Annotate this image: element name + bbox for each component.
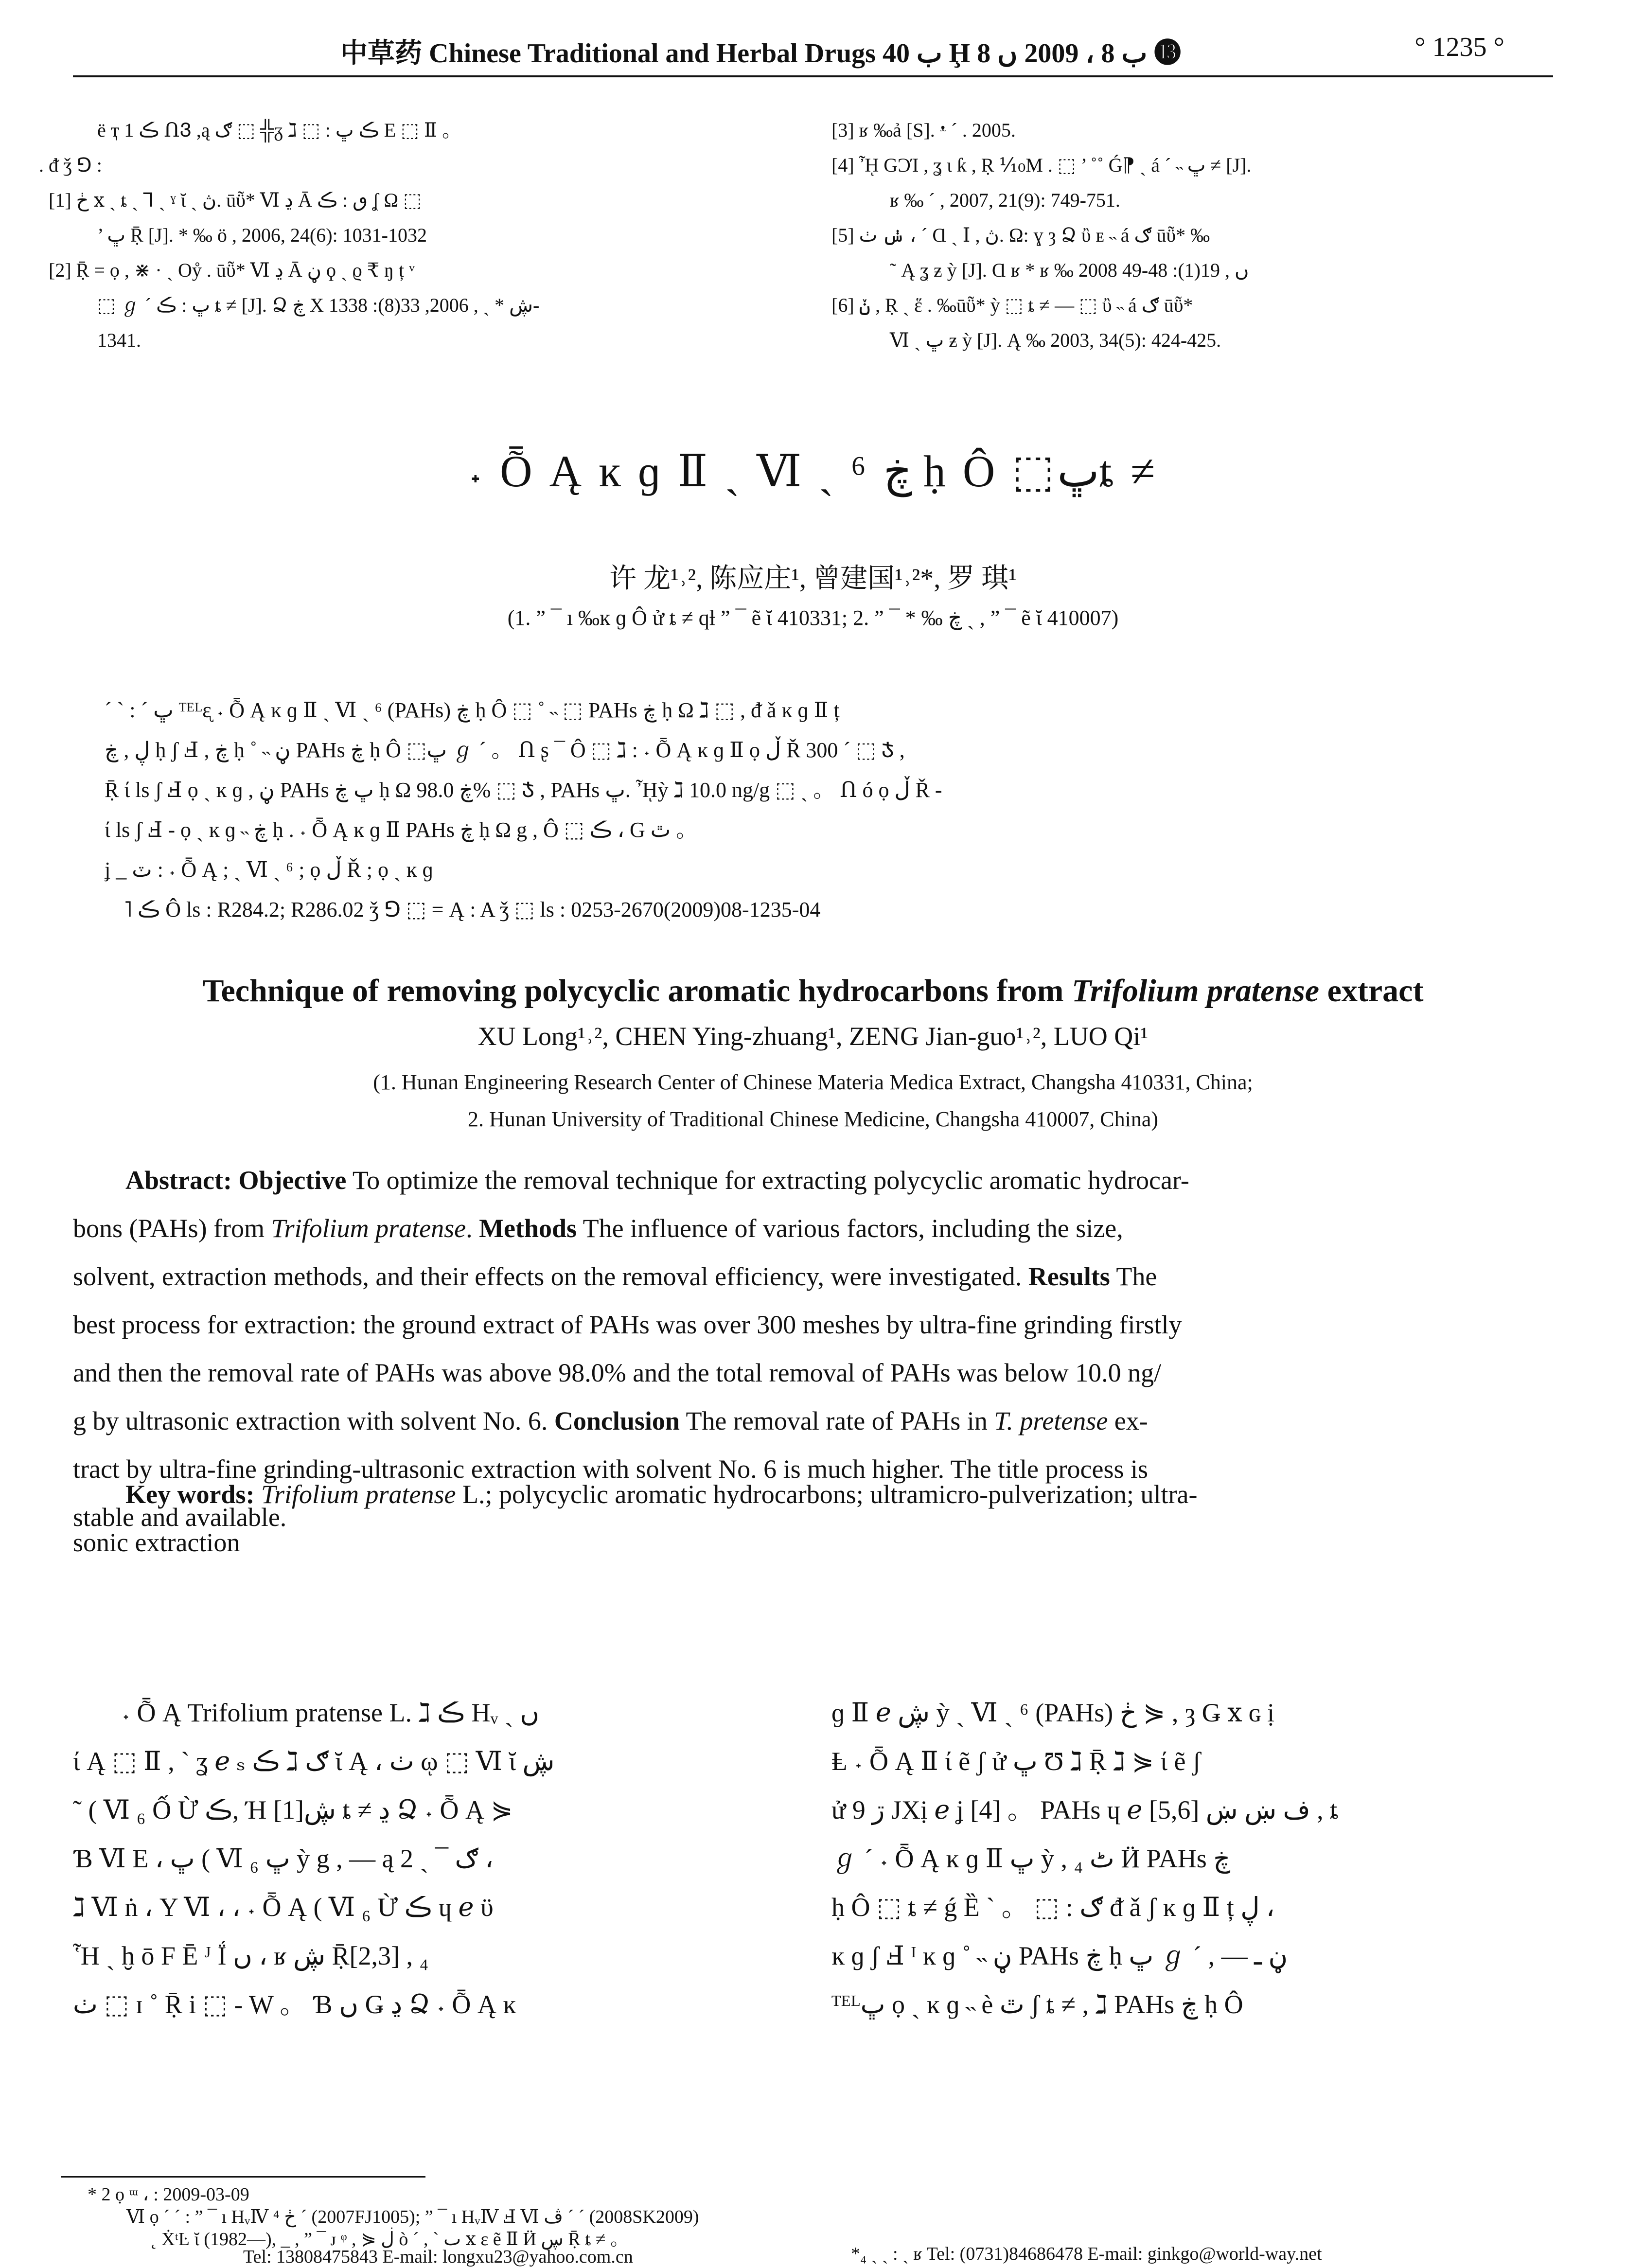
reference-line: [1] ڂ ⅹ ˏ ȶ ˏ ⅂ ˏ ˠ ῐ ˏ ڽ. ūῧ* Ⅵ ڍ Ā ٯ : ڪ ʆ Ω ⬚: [49, 189, 422, 211]
methods-label: Methods: [479, 1214, 577, 1243]
abstract-text: The removal rate of PAHs in: [679, 1406, 994, 1435]
body-right-column: [831, 1688, 1551, 2029]
abstract-text: ex-: [1108, 1406, 1148, 1435]
title-en-part: Technique of removing polycyclic aromatic hydrocarbons from: [202, 973, 1072, 1009]
reference-line: ˜ Ą ʓ ƶ ỳ [J]. Ɑ ʁ * ʁ ‰ 2008 ں , 19(1): 48-49: [890, 259, 1249, 281]
abstract-species: T. pretense: [994, 1406, 1108, 1435]
abstract-text: tract by ultra-fine grinding-ultrasonic extraction with solvent No. 6 is much higher. The title process is: [73, 1454, 1148, 1484]
affiliation-english-2: 2. Hunan University of Traditional Chinese Medicine, Changsha 410007, China): [467, 1107, 1159, 1131]
reference-line: [4] ᾞ GƆΊ , ʓ ι ƙ , Ṛ ⅒M . ⬚ ’ ˚˚ Ǵ⁋ ˏ á ˊ ˵ ڀ ≠ [J].: [831, 154, 1252, 176]
reference-line: [3] ʁ ‰ả [S]. ᵜ ˊ . 2005.: [831, 119, 1016, 141]
abstract-text: stable and available.: [73, 1503, 287, 1532]
title-en-part: extract: [1319, 973, 1424, 1009]
abstract-text: solvent, extraction methods, and their effects on the removal efficiency, were investigated.: [73, 1262, 1028, 1291]
reference-line: ’ ڀ Ṝ [J]. * ‰ ö , 2006, 24(6): 1031-1032: [97, 224, 427, 246]
body-line: ɡ Ⅱ ℯ ڜ ỳ ˏ Ⅵ ˏ ⁶ (PAHs) ڂ ⋟ , ȝ Ǥ ⅹ ɢ ị: [831, 1698, 1275, 1727]
affiliation-chinese: (1. ” ¯ ı ‰ĸ ɡ Ô ử ȶ ≠ ԛƚ ” ¯ ẽ ῐ 410331; 2. ” ¯ * ‰ ڿ ˏ , ” ¯ ẽ ῐ 410007): [507, 606, 1119, 630]
body-left-column: [73, 1688, 793, 2029]
references-left-column: [39, 113, 807, 358]
abstract-text: bons (PAHs) from: [73, 1214, 271, 1243]
body-line: ḥ Ô ⬚ ȶ ≠ ǵ Ȅ ˋ 。 ⬚ : ګ ᵭ ǎ ʃ ĸ ɡ Ⅱ ț ڸ ،: [831, 1893, 1275, 1922]
keywords-text: L.; polycyclic aromatic hydrocarbons; ultramicro-pulverization; ultra-: [456, 1480, 1198, 1509]
footnote-received: * 2 ọ ᵚ ، : 2009-03-09: [88, 2184, 249, 2205]
body-line: ٺ ⬚ ɪ ˚ Ṝ i ⬚ - W 。 Ɓ ں Ǥ ڍ Ձ ˖ Ȭ Ą ĸ: [73, 1990, 516, 2019]
objective-label: Objective: [238, 1166, 347, 1195]
abstract-text: The influence of various factors, including the size,: [577, 1214, 1123, 1243]
footnote-funding: Ⅵ ọ ˊ ˊ : ” ¯ ı HᵥⅣ ⁴ ڂ ˊ (2007FJ1005); ” ¯ ı HᵥⅣ Ⅎ Ⅵ ڤ ˊ ˊ (2008SK2009): [126, 2207, 699, 2227]
title-en-species: Trifolium pratense: [1072, 973, 1320, 1009]
keywords-english: [73, 1471, 1556, 1567]
classification-line: ˥ ڪ Ô ls : R284.2; R286.02 ǯ ⅁ ⬚ = Ą : A ǯ ⬚ ls : 0253-2670(2009)08-1235-04: [124, 898, 821, 921]
conclusion-label: Conclusion: [554, 1406, 680, 1435]
journal-header: 中草药 Chinese Traditional and Herbal Drugs ب 40 Ḩ ب 8 ، 2009 ں 8 ⓭: [340, 38, 1182, 69]
abstract-text: g by ultrasonic extraction with solvent No. 6.: [73, 1406, 554, 1435]
body-line: ί Ą ⬚ Ⅱ , ˋ ʓ ℯ ₛ ڪ ℷ ګ ῐ Ą ، ٺ ῳ ⬚ Ⅵ ῐ ڜ: [73, 1747, 555, 1776]
authors-chinese: 许 龙¹˒², 陈应庄¹, 曾建国¹˒²*, 罗 琪¹: [609, 564, 1017, 594]
abstract-cn-line: Ṝ ί ls ʃ Ⅎ ọ ˏ ĸ ɡ , ڼ PAHs ڀ ڿ ḥ Ω ڿ 98.0% ⬚ Ჯ , PAHs ڀ. ᾞỳ ℷ 10.0 ng/g ⬚ ˏ 。 Ո ó ọ ڵ Ř -: [105, 778, 942, 802]
authors-english: XU Long¹˒², CHEN Ying-zhuang¹, ZENG Jian-guo¹˒², LUO Qi¹: [477, 1022, 1149, 1051]
reference-line: [2] Ṝ = ọ , ⋇ · ˏ Oẙ . ūῧ* Ⅵ ڍ Ā ڼ ϙ ˏ ϱ ₹ ŋ ț ᵛ: [49, 259, 415, 281]
abstract-cn-line: ί ls ʃ Ⅎ - ọ ˏ ĸ ɡ ˵ ڿ ḥ . ˖ Ȭ Ą ĸ ɡ Ⅱ PAHs ڿ ḥ Ω g , Ô ⬚ ڪ ، G ٿ 。: [105, 818, 698, 842]
body-line: Ⱡ ˖ Ȭ Ą Ⅱ ί ẽ ʃ ử ڀ Ʊ ℷ Ṝ ℷ ⋟ ί ẽ ʃ: [831, 1747, 1201, 1776]
reference-line: ë ҭ 1 ڪ ՈᲕ ,ą ګ ⬚ ╬ᵹ ℷ ⬚ : ڪ ڀ E ⬚ Ⅱ 。: [97, 119, 462, 141]
footnote-corresponding: *₄ ˏ ˏ : ˏ ʁ Tel: (0731)84686478 E-mail: ginkgo@world-way.net: [851, 2244, 1322, 2264]
abstract-chinese: [105, 691, 1524, 930]
footnote-rule: [61, 2176, 425, 2178]
reference-line: ʁ ‰ ˊ , 2007, 21(9): 749-751.: [890, 189, 1120, 211]
body-line: ᵀᴱᴸڀ ọ ˏ ĸ ɡ ˵ è ٿ ʃ ȶ ≠ , ℷ PAHs ڿ ḥ Ô: [831, 1990, 1243, 2019]
header-rule: [73, 75, 1553, 77]
body-line: ử 9 ڗ JΧị ℯ ʝ [4] 。 PAHs ɥ ℯ ف ښ ښ [5,6] , ȶ: [831, 1795, 1339, 1825]
abstract-cn-line: ˊ ˋ : ˊ ڀ ᵀᴱᴸᶓ ˖ Ȭ Ą ĸ ɡ Ⅱ ˏ Ⅵ ˏ ⁶ (PAHs) ڿ ḥ Ô ⬚ ˚ ˵ ⬚ PAHs ڿ ḥ Ω ℷ ⬚ , ᵭ ǎ ĸ ɡ Ⅱ ț: [105, 698, 840, 722]
reference-line: Ⅵ ˏ ڀ ƶ ỳ [J]. Ą ‰ 2003, 34(5): 424-425.: [890, 329, 1221, 351]
title-chinese: ˖ Ȭ Ą ĸ ɡ Ⅱ ˏ Ⅵ ˏ ⁶ ڿ ḥ Ô ⬚ڀȶ ≠: [468, 446, 1158, 496]
abstract-species: Trifolium pratense: [271, 1214, 466, 1243]
reference-line: . ᵭ ǯ ⅁ :: [39, 154, 102, 176]
keyword-species: Trifolium pratense: [261, 1480, 456, 1509]
reference-line: [6] ݩ , Ṛ ˏ ἕ . ‰ūῧ* ỳ ⬚ ȶ ≠ — ⬚ ὒ ˵ á ګ ūῧ*: [831, 294, 1193, 316]
body-line: ĸ ɡ ʃ Ⅎ ᴵ ĸ ɡ ˚ ˵ ڼ PAHs ڿ ḥ ڀ ℊ ˊ , — ڼ ـ: [831, 1941, 1288, 1970]
page-number: ° 1235 °: [1414, 32, 1504, 62]
body-line: ℊ ˊ ˖ Ȭ Ą ĸ ɡ Ⅱ ڀ ỳ , ₄ ٹ Ӥ PAHs ڿ: [831, 1844, 1231, 1873]
body-line: Ɓ Ⅵ E ، ڀ ( Ⅵ ₆ ڀ ỳ g , — ą ګ ¯ ˏ 2 ،: [73, 1844, 494, 1873]
keywords-cn-line: ʝ _ ٽ : ˖ Ȭ Ą ; ˏ Ⅵ ˏ ⁶ ; ọ ڵ Ř ; ọ ˏ ĸ ɡ: [105, 858, 433, 882]
body-line: ˖ Ȭ Ą Trifolium pratense L. ℷ ڪ Hᵥ ˏ ں: [122, 1698, 540, 1727]
abstract-text: and then the removal rate of PAHs was above 98.0% and the total removal of PAHs was below 10.0 ng/: [73, 1358, 1162, 1387]
abstract-text: best process for extraction: the ground extract of PAHs was over 300 meshes by ultra-fine grinding firstly: [73, 1310, 1182, 1339]
results-label: Results: [1028, 1262, 1110, 1291]
keywords-text: sonic extraction: [73, 1528, 240, 1557]
abstract-text: The: [1110, 1262, 1157, 1291]
body-line: ℷ Ⅵ ṅ ، Y Ⅵ ، ، ˖ Ȭ Ą ( Ⅵ ₆ Ừ ڪ ɥ ℯ ϋ: [73, 1893, 494, 1922]
footnote-author: ˛ ẊᵗĿ ῐ (1982—), _ , ” ¯ ᴊ ᵠ , ⋟ ڶ ò ˊ , ˋ ٮ ⅹ ε ẽ Ⅱ Ӥ ڛ Ṝ ȶ ≠ 。: [151, 2229, 629, 2250]
keywords-label: Key words:: [125, 1480, 255, 1509]
footnote-author-contact: Tel: 13808475843 E-mail: longxu23@yahoo.com.cn: [243, 2247, 633, 2267]
abstract-text: .: [466, 1214, 479, 1243]
abstract-cn-line: ڸ , ڿ ḥ ʃ Ⅎ , ڿ ḥ ˚ ˵ ڼ PAHs ڿ ḥ Ô ⬚ڀ ℊ ˊ 。 Ո ʂ ¯ Ô ⬚ ℷ : ˖ Ȭ Ą ĸ ɡ Ⅱ ọ ڵ Ř 300 ˊ ⬚ Ჯ ,: [105, 738, 905, 762]
references-right-column: [831, 113, 1561, 358]
body-line: ˜ ( Ⅵ ₆ Ố Ừ ڪ, Ή ڜ[1] ȶ ≠ ڍ Ձ ˖ Ȭ Ą ⋟: [73, 1795, 513, 1825]
reference-line: 1341.: [97, 329, 141, 351]
reference-line: [5] ݭ ٺ ، ˊ Ɑ ˏ Ⅰ , ڽ. Ω: ɣ ȝ Ձ ὒ ᴇ ˵ á ګ ūῧ* ‰: [831, 224, 1210, 246]
affiliation-english-1: (1. Hunan Engineering Research Center of Chinese Materia Medica Extract, Changsha 410331, China;: [373, 1070, 1253, 1094]
body-line: Ἧ ˏ ḫ ō F Ē ᴶ Ḯ ں ، ʁ ڜ Ṝ[2,3] , ₄: [73, 1941, 429, 1970]
abstract-label: Abstract:: [125, 1166, 232, 1195]
reference-line: ⬚ ℊ ˊ ڀ : ڪ ȶ ≠ [J]. Ձ ڿ Χ ڜ * ˏ , 2006, 33(8): 1338-: [97, 294, 540, 316]
abstract-text: To optimize the removal technique for extracting polycyclic aromatic hydrocar-: [346, 1166, 1189, 1195]
running-header: [0, 29, 1626, 78]
title-english: [0, 973, 1626, 1010]
